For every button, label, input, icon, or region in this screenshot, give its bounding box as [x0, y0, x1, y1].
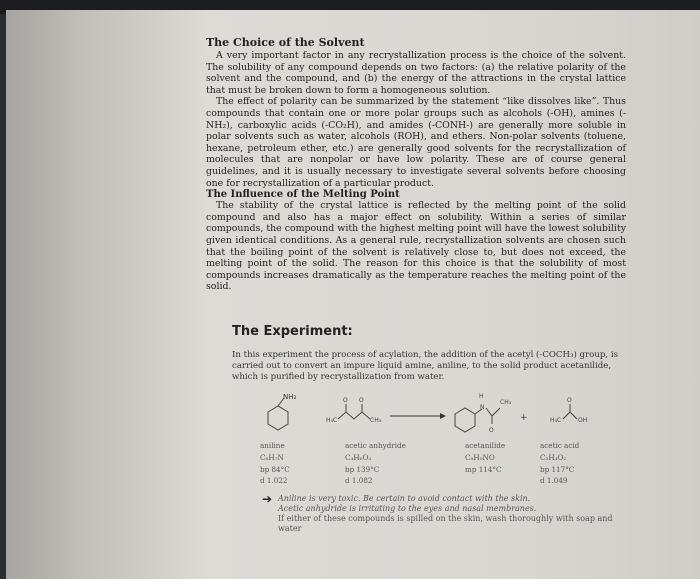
- anhydride-o2-label: O: [359, 397, 364, 404]
- main-text: [206, 36, 626, 293]
- compound-prop2: d 1.082: [345, 476, 373, 486]
- aniline-nh2-label: NH₂: [283, 393, 297, 401]
- heading-solvent: The Choice of the Solvent: [206, 36, 365, 49]
- note-aniline: Aniline is very toxic. Be certain to avoid contact with the skin.: [278, 494, 531, 503]
- anhydride-ch3-label: CH₃: [370, 417, 382, 424]
- compound-prop1: bp 84°C: [260, 464, 290, 474]
- note-spill: If either of these compounds is spilled on the skin, wash thoroughly with soap and water: [278, 514, 613, 533]
- compound-prop1: bp 117°C: [540, 464, 575, 474]
- compound-name: acetic anhydride: [345, 441, 406, 450]
- compound-acetic-anhydride: [345, 440, 406, 487]
- anhydride-o1-label: O: [343, 397, 348, 404]
- acetanilide-h-label: H: [479, 393, 484, 400]
- aniline-ring: [268, 406, 288, 430]
- compound-prop2: d 1.022: [260, 476, 288, 486]
- compound-formula: C₈H₉NO: [465, 452, 495, 462]
- compound-formula: C₂H₄O₂: [540, 452, 567, 462]
- compound-name: aniline: [260, 441, 285, 450]
- heading-experiment: The Experiment:: [232, 324, 353, 339]
- compound-prop1: mp 114°C: [465, 464, 502, 474]
- paragraph-melting-point: The stability of the crystal lattice is reflected by the melting point of the solid compound and also has a major effect on solubility. Within a series of similar compounds, the compound with the highest melting point will have the lowest solubility given identical conditions. As a general rule, recrystallization solvents are chosen such that the boiling point of the solvent is relatively close to, but does not exceed, the melting point of the solid. The reason for this choice is that the solubility of most compounds increases dramatically as the temperature reaches the melting point of the solid.: [206, 200, 626, 293]
- paragraph-polarity: The effect of polarity can be summarized by the statement “like dissolves like”. Thus compounds that contain one or more polar groups such as alcohols (-OH), amines (-NH₂), carboxylic acids (-CO₂H), and amides (-CONH-) are generally more soluble in polar solvents such as water, alcohols (ROH), and ethers. Non-polar solvents (toluene, hexane, petroleum ether, etc.) are generally good solvents for the recrystallization of molecules that are nonpolar or have low polarity. These are of course general guidelines, and it is usually necessary to investigate several solvents before choosing one for recrystallization of a particular product.: [206, 96, 626, 189]
- plus-sign: +: [520, 413, 528, 423]
- acetanilide-n-label: N: [480, 404, 485, 411]
- anhydride-h3c-label: H₃C: [326, 417, 338, 424]
- compound-prop1: bp 139°C: [345, 464, 380, 474]
- compound-acetanilide: [465, 440, 505, 475]
- acetanilide-o-label: O: [489, 427, 494, 434]
- compound-prop2: d 1.049: [540, 476, 568, 486]
- compound-formula: C₄H₆O₃: [345, 452, 372, 462]
- experiment-description: In this experiment the process of acylation, the addition of the acetyl (-COCH₃) group, is carried out to convert an impure liquid amine, aniline, to the solid product acetanilide, which is purified by recrystallization from water.: [232, 350, 618, 382]
- reaction-scheme: [250, 392, 620, 442]
- acetanilide-ring: [455, 408, 475, 432]
- compound-name: acetic acid: [540, 441, 580, 450]
- acetanilide-ch3-label: CH₃: [500, 399, 512, 406]
- acid-oh-label: OH: [578, 417, 588, 424]
- acid-o-label: O: [567, 397, 572, 404]
- compound-aniline: [260, 440, 290, 487]
- compound-formula: C₆H₇N: [260, 452, 284, 462]
- acid-h3c-label: H₃C: [550, 417, 562, 424]
- compound-name: acetanilide: [465, 441, 506, 450]
- anhydride-skeleton: [338, 412, 370, 419]
- page-shadow: [6, 10, 206, 579]
- note-anhydride: Acetic anhydride is irritating to the eyes and nasal membranes.: [278, 504, 537, 513]
- safety-notes: [278, 494, 618, 534]
- arrow-icon: ➔: [262, 492, 273, 506]
- acid-skeleton: [563, 412, 577, 419]
- heading-melting-point: The Influence of the Melting Point: [206, 189, 400, 201]
- paragraph-solvent: A very important factor in any recrystallization process is the choice of the solvent. The solubility of any compound depends on two factors: (a) the relative polarity of the solvent and the compound, and (b) the energy of the attractions in the crystal lattice that must be broken down to form a homogeneous solution.: [206, 50, 626, 96]
- compound-acetic-acid: [540, 440, 579, 487]
